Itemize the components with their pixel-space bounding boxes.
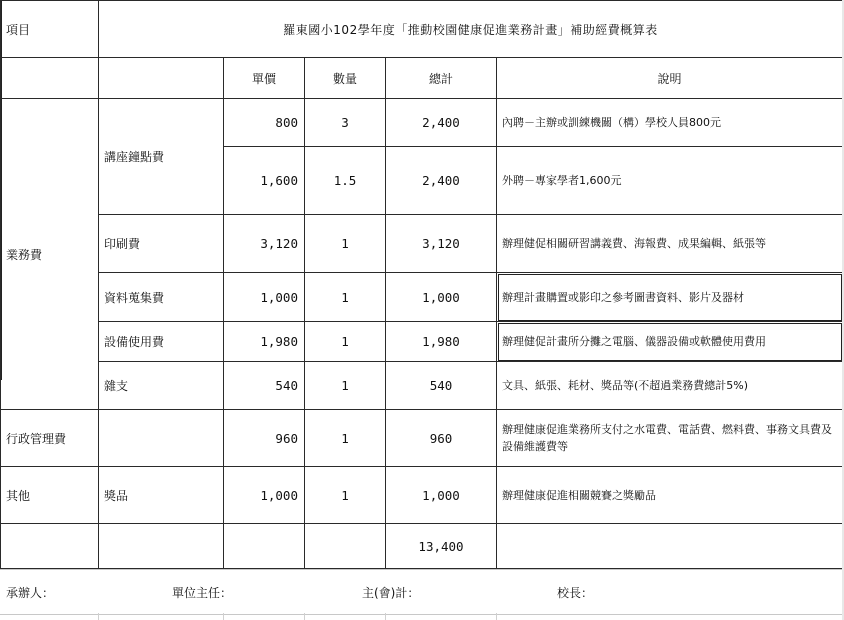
unit-price-cell[interactable]: 800: [224, 99, 305, 147]
gridline: [496, 613, 497, 620]
item-cell[interactable]: 獎品: [99, 467, 224, 524]
spreadsheet-gridlines: [0, 613, 844, 620]
sheet-title[interactable]: 羅東國小102學年度「推動校園健康促進業務計畫」補助經費概算表: [99, 1, 843, 58]
empty-header-cell[interactable]: [99, 58, 224, 99]
quantity-cell[interactable]: 1: [305, 273, 386, 322]
description-cell[interactable]: 文具、紙張、耗材、獎品等(不超過業務費總計5%): [497, 362, 843, 410]
description-cell[interactable]: 辦理健促計畫所分攤之電腦、儀器設備或軟體使用費用: [497, 322, 843, 362]
description-cell[interactable]: 辦理計畫購置或影印之參考圖書資料、影片及器材: [497, 273, 843, 322]
category-admin[interactable]: 行政管理費: [1, 410, 99, 467]
supervisor-signature-label[interactable]: 單位主任：: [172, 586, 233, 600]
table-row: [1, 99, 843, 147]
unit-price-header[interactable]: 單價: [224, 58, 305, 99]
quantity-cell[interactable]: 1: [305, 322, 386, 362]
empty-cell[interactable]: [1, 524, 99, 569]
unit-price-cell[interactable]: 540: [224, 362, 305, 410]
category-other[interactable]: 其他: [1, 467, 99, 524]
table-row: [1, 322, 843, 362]
total-cell[interactable]: 3,120: [386, 215, 497, 273]
principal-signature-label[interactable]: 校長：: [557, 586, 594, 600]
item-header-cell[interactable]: 項目: [1, 1, 99, 58]
table-row: [1, 410, 843, 467]
total-cell[interactable]: 540: [386, 362, 497, 410]
unit-price-cell[interactable]: 3,120: [224, 215, 305, 273]
unit-price-cell[interactable]: 1,000: [224, 467, 305, 524]
title-row: [1, 1, 843, 58]
table-row: [1, 362, 843, 410]
signature-row: [0, 569, 844, 615]
accountant-signature-label[interactable]: 主(會)計：: [362, 586, 420, 600]
unit-price-cell[interactable]: 1,980: [224, 322, 305, 362]
gridline: [385, 613, 386, 620]
grand-total-cell[interactable]: 13,400: [386, 524, 497, 569]
handler-signature-label[interactable]: 承辦人：: [6, 586, 55, 600]
category-business[interactable]: 業務費: [1, 99, 99, 410]
empty-header-cell[interactable]: [1, 58, 99, 99]
item-cell[interactable]: 印刷費: [99, 215, 224, 273]
table-row: [1, 273, 843, 322]
quantity-cell[interactable]: 1: [305, 410, 386, 467]
total-cell[interactable]: 1,000: [386, 273, 497, 322]
item-cell[interactable]: 資料蒐集費: [99, 273, 224, 322]
quantity-cell[interactable]: 1: [305, 215, 386, 273]
empty-cell[interactable]: [224, 524, 305, 569]
column-header-row: [1, 58, 843, 99]
description-cell[interactable]: 辦理健康促進業務所支付之水電費、電話費、燃料費、事務文具費及設備維護費等: [497, 410, 843, 467]
gridline: [223, 613, 224, 620]
unit-price-cell[interactable]: 1,000: [224, 273, 305, 322]
empty-cell[interactable]: [99, 524, 224, 569]
item-cell[interactable]: 雜支: [99, 362, 224, 410]
description-cell[interactable]: 辦理健促相關研習講義費、海報費、成果編輯、紙張等: [497, 215, 843, 273]
quantity-cell[interactable]: 1: [305, 362, 386, 410]
total-cell[interactable]: 2,400: [386, 99, 497, 147]
quantity-cell[interactable]: 1.5: [305, 147, 386, 215]
unit-price-cell[interactable]: 960: [224, 410, 305, 467]
gridline: [304, 613, 305, 620]
quantity-header[interactable]: 數量: [305, 58, 386, 99]
description-header[interactable]: 說明: [497, 58, 843, 99]
quantity-cell[interactable]: 1: [305, 467, 386, 524]
total-cell[interactable]: 1,000: [386, 467, 497, 524]
item-cell[interactable]: 講座鐘點費: [99, 99, 224, 215]
item-cell[interactable]: [99, 410, 224, 467]
description-cell[interactable]: 內聘－主辦或訓練機關（構）學校人員800元: [497, 99, 843, 147]
description-cell[interactable]: 辦理健康促進相關競賽之獎勵品: [497, 467, 843, 524]
total-cell[interactable]: 960: [386, 410, 497, 467]
description-cell[interactable]: 外聘－專家學者1,600元: [497, 147, 843, 215]
unit-price-cell[interactable]: 1,600: [224, 147, 305, 215]
total-cell[interactable]: 1,980: [386, 322, 497, 362]
item-cell[interactable]: 設備使用費: [99, 322, 224, 362]
table-row: [1, 467, 843, 524]
empty-cell[interactable]: [305, 524, 386, 569]
grand-total-row: [1, 524, 843, 569]
total-cell[interactable]: 2,400: [386, 147, 497, 215]
total-header[interactable]: 總計: [386, 58, 497, 99]
empty-cell[interactable]: [497, 524, 843, 569]
gridline: [98, 613, 99, 620]
table-row: [1, 215, 843, 273]
quantity-cell[interactable]: 3: [305, 99, 386, 147]
